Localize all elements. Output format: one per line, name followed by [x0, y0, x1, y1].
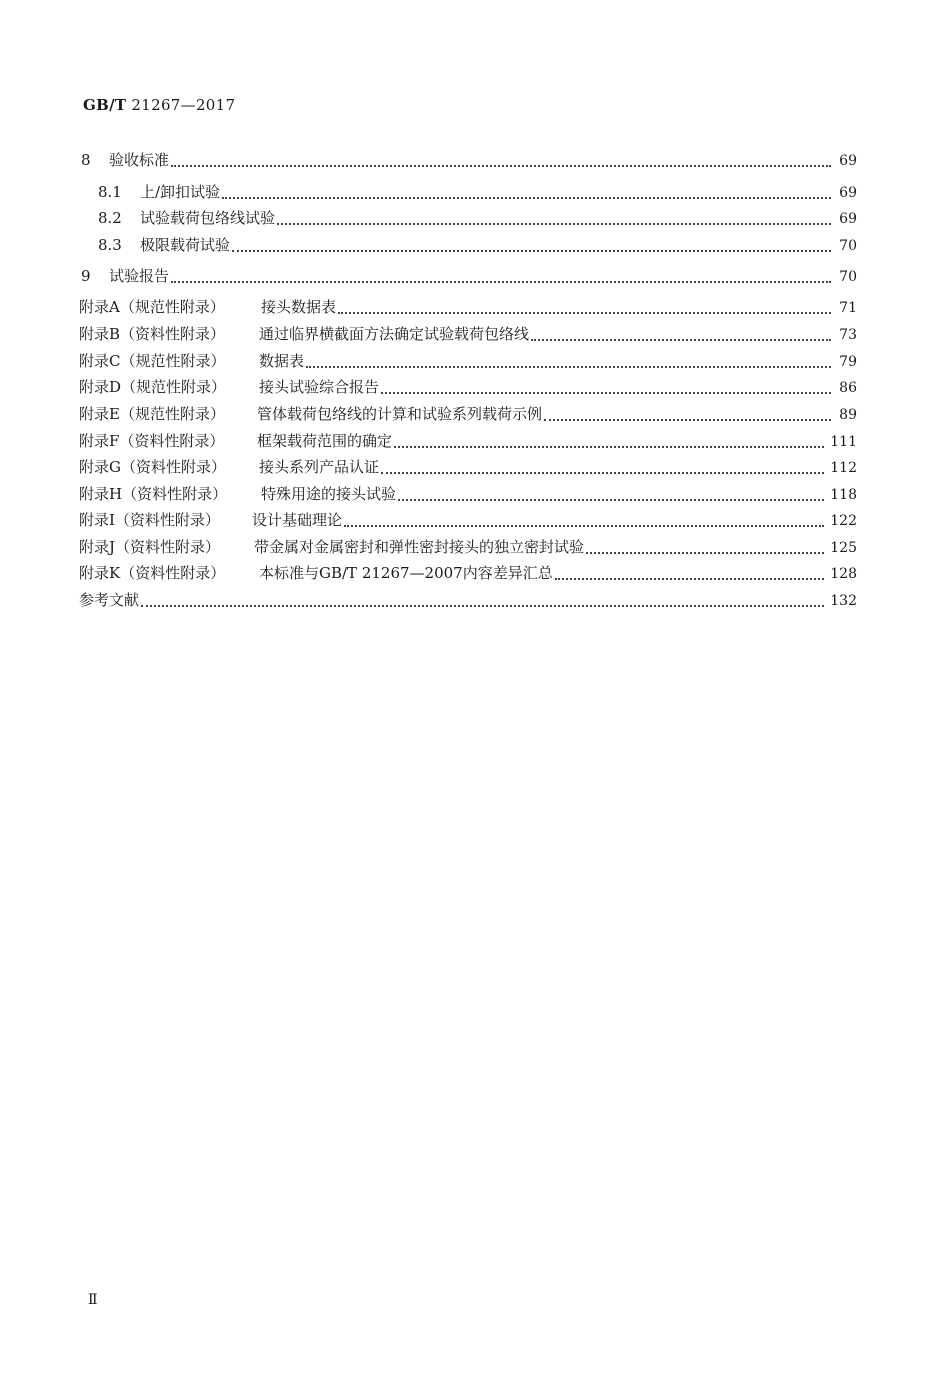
toc-entry-number: 附录G（资料性附录）: [79, 458, 226, 476]
toc-entry-page: 71: [839, 300, 857, 316]
dot-leader: [344, 524, 824, 527]
dot-leader: [555, 577, 825, 580]
dot-leader: [171, 164, 831, 167]
toc-entry[interactable]: [79, 404, 857, 425]
toc-entry[interactable]: [79, 563, 857, 584]
toc-entry-label: 管体载荷包络线的计算和试验系列载荷示例: [257, 405, 543, 423]
toc-entry-page: 89: [839, 407, 857, 423]
toc-entry-number: 附录D（规范性附录）: [79, 378, 227, 396]
toc-entry-number: 8.3: [98, 236, 122, 254]
toc-entry-page: 69: [839, 185, 857, 201]
toc-entry[interactable]: [98, 182, 857, 203]
toc-entry-page: 73: [839, 327, 857, 343]
dot-leader: [338, 311, 831, 314]
toc-entry-page: 111: [830, 434, 857, 450]
dot-leader: [398, 498, 824, 501]
toc-entry-label: 框架载荷范围的确定: [257, 432, 393, 450]
toc-entry[interactable]: [79, 457, 857, 478]
toc-entry-label: 设计基础理论: [252, 511, 343, 529]
dot-leader: [381, 471, 824, 474]
toc-entry-label: 接头数据表: [261, 298, 337, 316]
toc-entry-page: 112: [830, 460, 857, 476]
toc-entry-page: 69: [839, 211, 857, 227]
toc-entry-label: 参考文献: [79, 591, 140, 609]
dot-leader: [277, 222, 831, 225]
toc-entry-label: 试验报告: [109, 267, 170, 285]
toc-entry[interactable]: [79, 590, 857, 611]
toc-entry-number: 附录F（资料性附录）: [79, 432, 225, 450]
toc-entry-page: 132: [830, 593, 857, 609]
toc-entry-page: 125: [830, 540, 857, 556]
standard-code: GB/T: [83, 96, 127, 114]
dot-leader: [381, 391, 831, 394]
toc-entry-page: 86: [839, 380, 857, 396]
toc-entry-label: 极限载荷试验: [140, 236, 231, 254]
toc-entry-page: 70: [839, 269, 857, 285]
toc-entry-label: 通过临界横截面方法确定试验载荷包络线: [259, 325, 530, 343]
toc-entry[interactable]: [79, 510, 857, 531]
toc-entry[interactable]: [79, 297, 857, 318]
toc-entry-number: 8: [81, 151, 91, 169]
dot-leader: [171, 280, 831, 283]
toc-entry-page: 118: [830, 487, 857, 503]
toc-entry[interactable]: [98, 235, 857, 256]
toc-entry-label: 带金属对金属密封和弹性密封接头的独立密封试验: [254, 538, 585, 556]
toc-entry-number: 9: [81, 267, 91, 285]
toc-entry-number: 附录I（资料性附录）: [79, 511, 220, 529]
toc-entry-page: 79: [839, 354, 857, 370]
toc-entry-label: 数据表: [259, 352, 305, 370]
dot-leader: [394, 445, 824, 448]
toc-entry-number: 8.2: [98, 209, 122, 227]
dot-leader: [306, 365, 831, 368]
dot-leader: [141, 604, 824, 607]
document-header: [83, 96, 235, 114]
toc-entry[interactable]: [81, 266, 857, 287]
standard-number: 21267—2017: [131, 96, 236, 114]
toc-entry-number: 附录K（资料性附录）: [79, 564, 226, 582]
toc-entry-page: 70: [839, 238, 857, 254]
toc-entry-label: 接头系列产品认证: [259, 458, 380, 476]
toc-entry[interactable]: [79, 537, 857, 558]
toc-entry[interactable]: [79, 351, 857, 372]
toc-entry-number: 附录B（资料性附录）: [79, 325, 226, 343]
toc-entry-label: 上/卸扣试验: [140, 183, 221, 201]
toc-entry-number: 附录E（规范性附录）: [79, 405, 225, 423]
toc-entry-page: 122: [830, 513, 857, 529]
toc-entry[interactable]: [79, 377, 857, 398]
toc-entry-number: 附录A（规范性附录）: [79, 298, 225, 316]
toc-entry[interactable]: [79, 484, 857, 505]
toc-entry-number: 附录C（规范性附录）: [79, 352, 226, 370]
dot-leader: [586, 551, 824, 554]
toc-entry-page: 128: [830, 566, 857, 582]
toc-entry[interactable]: [81, 150, 857, 171]
toc-entry-label: 本标准与GB/T 21267—2007内容差异汇总: [259, 564, 553, 582]
toc-entry[interactable]: [79, 431, 857, 452]
toc-entry-page: 69: [839, 153, 857, 169]
dot-leader: [232, 249, 831, 252]
toc-entry[interactable]: [79, 324, 857, 345]
dot-leader: [222, 196, 831, 199]
toc-entry-label: 特殊用途的接头试验: [261, 485, 397, 503]
dot-leader: [544, 418, 831, 421]
dot-leader: [531, 338, 831, 341]
toc-entry-number: 附录H（资料性附录）: [79, 485, 228, 503]
page-number: Ⅱ: [88, 1292, 98, 1308]
toc-entry-label: 试验载荷包络线试验: [140, 209, 276, 227]
toc-entry-number: 8.1: [98, 183, 122, 201]
toc-entry[interactable]: [98, 208, 857, 229]
toc-entry-label: 接头试验综合报告: [259, 378, 380, 396]
toc-entry-label: 验收标准: [109, 151, 170, 169]
toc-entry-number: 附录J（资料性附录）: [79, 538, 221, 556]
